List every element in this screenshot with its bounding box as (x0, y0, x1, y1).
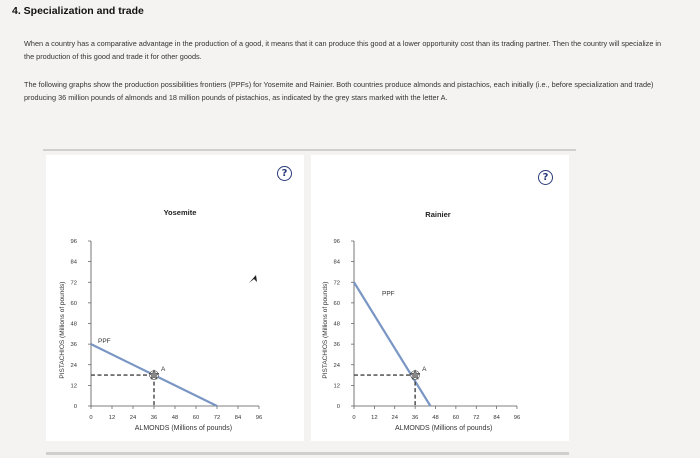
ppf-line[interactable] (354, 282, 430, 406)
y-tick-label: 0 (336, 404, 340, 410)
x-tick-label: 36 (150, 415, 158, 421)
x-tick-label: 0 (352, 415, 356, 421)
ppf-label: PPF (98, 338, 111, 346)
y-tick-label: 0 (73, 404, 77, 410)
y-tick-label: 24 (70, 362, 77, 369)
y-tick-label: 72 (333, 280, 340, 287)
x-tick-label: 60 (452, 415, 460, 421)
drag-arrow-icon[interactable] (247, 273, 259, 285)
y-tick-label: 84 (70, 259, 77, 266)
x-tick-label: 60 (192, 415, 200, 421)
point-a-label: A (161, 366, 166, 374)
x-tick-label: 48 (171, 415, 179, 421)
y-tick-label: 48 (333, 321, 340, 328)
divider-top (43, 149, 576, 151)
x-tick-label: 72 (473, 415, 480, 421)
y-tick-label: 72 (70, 280, 77, 287)
x-tick-label: 24 (129, 415, 137, 421)
x-axis-label: ALMONDS (Millions of pounds) (134, 425, 233, 432)
divider-bottom (46, 452, 569, 455)
ppf-label: PPF (382, 290, 395, 298)
x-tick-label: 96 (255, 415, 263, 421)
x-tick-label: 12 (371, 415, 378, 421)
y-tick-label: 36 (333, 342, 340, 349)
point-a-label: A (422, 366, 427, 374)
y-axis-label: PISTACHIOS (Millions of pounds) (322, 281, 329, 379)
chart-title: Yosemite (163, 208, 197, 217)
yosemite-ppf-chart (46, 155, 304, 441)
y-tick-label: 36 (70, 342, 77, 349)
x-tick-label: 0 (89, 415, 93, 421)
y-tick-label: 12 (70, 383, 77, 390)
y-axis-label: PISTACHIOS (Millions of pounds) (59, 281, 66, 379)
y-tick-label: 24 (333, 362, 340, 369)
y-tick-label: 84 (333, 259, 340, 266)
x-axis-label: ALMONDS (Millions of pounds) (395, 425, 493, 432)
x-tick-label: 84 (234, 415, 242, 421)
y-tick-label: 60 (333, 300, 340, 307)
y-tick-label: 12 (333, 383, 340, 390)
y-tick-label: 48 (70, 321, 77, 328)
section-heading: 4. Specialization and trade (12, 5, 144, 17)
x-tick-label: 84 (493, 415, 500, 421)
graphs-description-paragraph: The following graphs show the production possibilities frontiers (PPFs) for Yosemite and Rainier. Both countries produce almonds and pistachios, each initially (i.e., before specialization and trade) producing 36 million pounds of almonds and 18 million pounds of pistachios, as indicated by the grey stars marked with the letter A. (24, 80, 654, 102)
x-tick-label: 96 (513, 415, 521, 421)
y-tick-label: 60 (70, 300, 77, 307)
x-tick-label: 12 (108, 415, 116, 421)
x-tick-label: 36 (411, 415, 419, 421)
yosemite-help-icon[interactable]: ? (277, 166, 292, 181)
chart-title: Rainier (425, 210, 451, 219)
y-tick-label: 96 (70, 239, 77, 245)
rainier-help-icon[interactable]: ? (538, 170, 553, 185)
rainier-ppf-chart (311, 155, 569, 441)
intro-paragraph: When a country has a comparative advantage in the production of a good, it means that it can produce this good at a lower opportunity cost than its trading partner. Then the country will specialize in the production of this good and trade it for other goods. (24, 39, 662, 61)
x-tick-label: 24 (391, 415, 398, 421)
x-tick-label: 72 (213, 415, 221, 421)
x-tick-label: 48 (432, 415, 439, 421)
y-tick-label: 96 (333, 239, 340, 245)
